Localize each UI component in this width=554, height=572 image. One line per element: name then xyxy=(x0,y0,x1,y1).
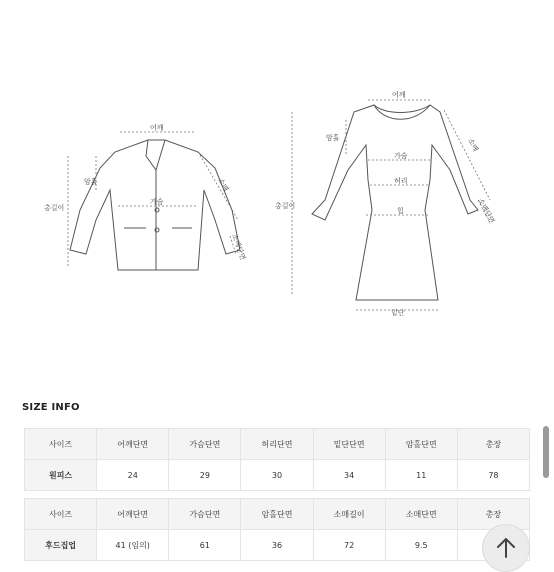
jacket-chest-label: 가슴 xyxy=(150,198,164,206)
jacket-sleeve-label: 소매 xyxy=(216,177,230,193)
dress-armhole-label: 암홀 xyxy=(326,134,340,142)
dress-chest-label: 가슴 xyxy=(394,152,408,160)
table-header-row xyxy=(25,429,530,460)
jacket-shoulder-label: 어깨 xyxy=(150,124,164,132)
table-header-cell: 암홀단면 xyxy=(241,499,313,530)
table-header-cell: 총장 xyxy=(457,429,529,460)
table-header-cell: 어깨단면 xyxy=(97,429,169,460)
table-header-cell: 총장 xyxy=(457,499,529,530)
table-cell: 61 xyxy=(169,530,241,561)
dress-sleeve-width-label: 소매단면 xyxy=(476,197,497,225)
table-header-cell: 밑단단면 xyxy=(313,429,385,460)
table-cell: 30 xyxy=(241,460,313,491)
jacket-armhole-label: 암홀 xyxy=(84,178,98,186)
jacket-total-length-label: 총길이 xyxy=(44,204,65,212)
table-cell: 41 (임의) xyxy=(97,530,169,561)
dress-hem-label: 밑단 xyxy=(391,309,405,317)
table-cell: 78 xyxy=(457,460,529,491)
table-row xyxy=(25,460,530,491)
table-scrollbar[interactable] xyxy=(543,426,549,478)
table-cell: 36 xyxy=(241,530,313,561)
garment-measurement-diagram xyxy=(0,60,554,340)
table-header-cell: 암홀단면 xyxy=(385,429,457,460)
scroll-to-top-button[interactable] xyxy=(482,524,530,572)
table-cell: 11 xyxy=(385,460,457,491)
dress-sleeve-label: 소매 xyxy=(466,137,480,153)
table-header-cell: 소매길이 xyxy=(313,499,385,530)
table-header-cell: 가슴단면 xyxy=(169,499,241,530)
table-cell: 34 xyxy=(313,460,385,491)
table-cell: 후드집업 xyxy=(25,530,97,561)
dress-total-length-label: 총길이 xyxy=(275,202,296,210)
size-table-hoodie xyxy=(24,498,530,561)
arrow-up-icon xyxy=(496,537,516,559)
dress-shoulder-label: 어깨 xyxy=(392,91,406,99)
dress-waist-label: 허리 xyxy=(394,177,408,185)
table-header-row xyxy=(25,499,530,530)
table-header-cell: 가슴단면 xyxy=(169,429,241,460)
table-header-cell: 어깨단면 xyxy=(97,499,169,530)
table-row xyxy=(25,530,530,561)
jacket-sleeve-width-label: 소매단면 xyxy=(230,232,247,262)
table-header-cell: 허리단면 xyxy=(241,429,313,460)
table-header-cell: 사이즈 xyxy=(25,429,97,460)
table-header-cell: 소매단면 xyxy=(385,499,457,530)
table-cell: 72 xyxy=(313,530,385,561)
dress-hip-label: 힙 xyxy=(397,207,404,215)
table-cell: 24 xyxy=(97,460,169,491)
table-header-cell: 사이즈 xyxy=(25,499,97,530)
size-info-title: SIZE INFO xyxy=(22,402,80,413)
table-cell: 9.5 xyxy=(385,530,457,561)
table-cell: 29 xyxy=(169,460,241,491)
size-table-dress xyxy=(24,428,530,491)
table-cell: 원피스 xyxy=(25,460,97,491)
